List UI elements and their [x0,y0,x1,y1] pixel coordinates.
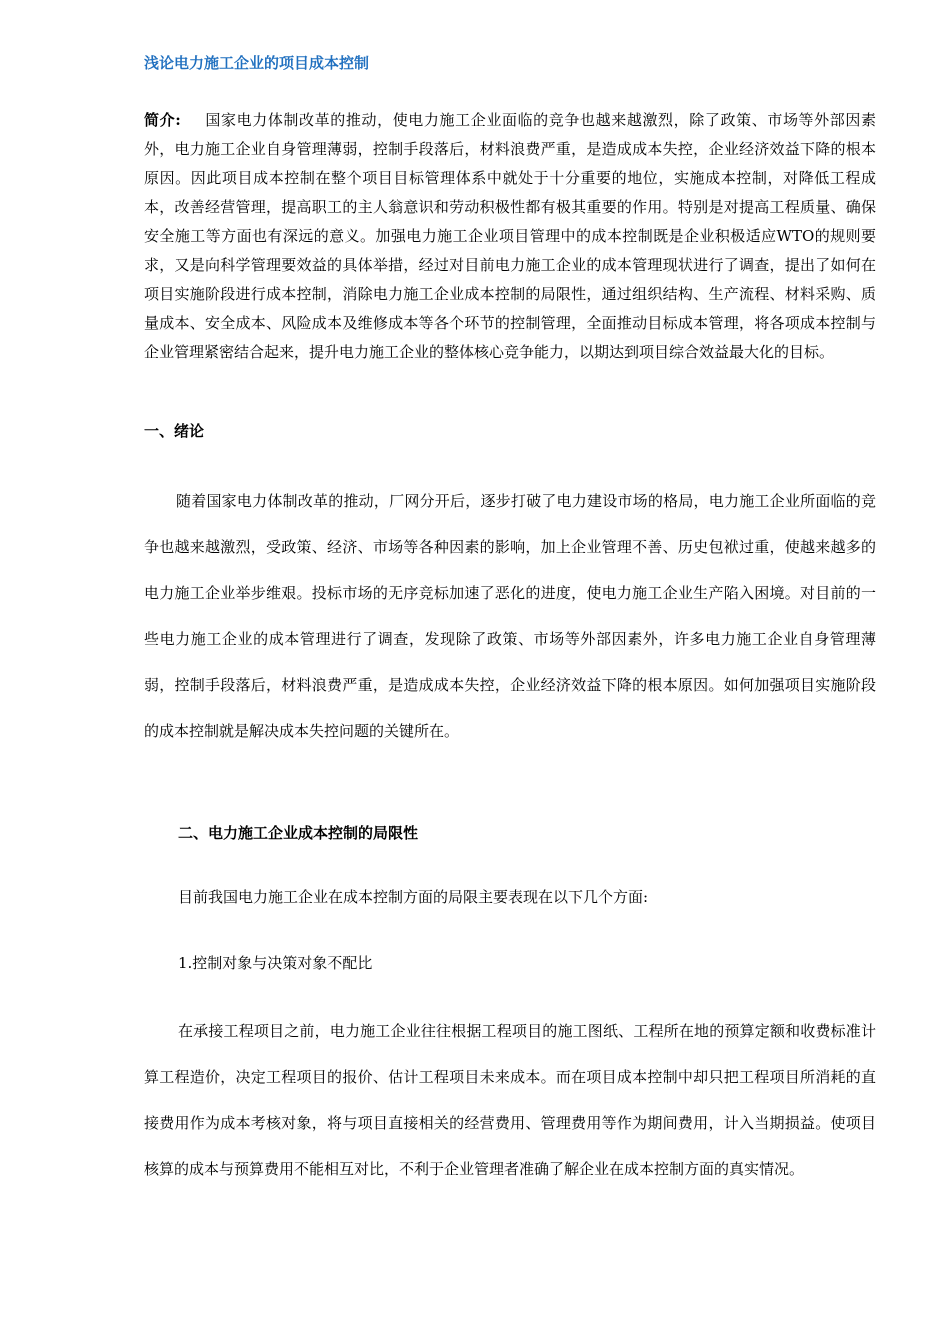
section-1-paragraph: 随着国家电力体制改革的推动，厂网分开后，逐步打破了电力建设市场的格局，电力施工企业所面临的竞争也越来越激烈，受政策、经济、市场等各种因素的影响，加上企业管理不善、历史包袱过重，使越来越多的电力施工企业举步维艰。投标市场的无序竞标加速了恶化的进度，使电力施工企业生产陷入困境。对目前的一些电力施工企业的成本管理进行了调查，发现除了政策、市场等外部因素外，许多电力施工企业自身管理薄弱，控制手段落后，材料浪费严重，是造成成本失控，企业经济效益下降的根本原因。如何加强项目实施阶段的成本控制就是解决成本失控问题的关键所在。 [144,492,876,740]
section-2-heading: 二、电力施工企业成本控制的局限性 [178,824,419,842]
abstract-paragraph [144,106,876,367]
section-2-subheading: 1.控制对象与决策对象不配比 [178,954,373,972]
abstract-label: 简介: [144,111,181,129]
document-title: 浅论电力施工企业的项目成本控制 [144,54,370,72]
section-1-heading: 一、绪论 [144,422,205,440]
abstract-text: 国家电力体制改革的推动，使电力施工企业面临的竞争也越来越激烈，除了政策、市场等外部因素外，电力施工企业自身管理薄弱，控制手段落后，材料浪费严重，是造成成本失控，企业经济效益下降的根本原因。因此项目成本控制在整个项目目标管理体系中就处于十分重要的地位，实施成本控制，对降低工程成本，改善经营管理，提高职工的主人翁意识和劳动积极性都有极其重要的作用。特别是对提高工程质量、确保安全施工等方面也有深远的意义。加强电力施工企业项目管理中的成本控制既是企业积极适应WTO的规则要求，又是向科学管理要效益的具体举措，经过对目前电力施工企业的成本管理现状进行了调查，提出了如何在项目实施阶段进行成本控制，消除电力施工企业成本控制的局限性，通过组织结构、生产流程、材料采购、质量成本、安全成本、风险成本及维修成本等各个环节的控制管理，全面推动目标成本管理，将各项成本控制与企业管理紧密结合起来，提升电力施工企业的整体核心竞争能力，以期达到项目综合效益最大化的目标。 [144,111,876,361]
section-2-paragraph: 在承接工程项目之前，电力施工企业往往根据工程项目的施工图纸、工程所在地的预算定额和收费标准计算工程造价，决定工程项目的报价、估计工程项目未来成本。而在项目成本控制中却只把工程项目所消耗的直接费用作为成本考核对象，将与项目直接相关的经营费用、管理费用等作为期间费用，计入当期损益。使项目核算的成本与预算费用不能相互对比，不利于企业管理者准确了解企业在成本控制方面的真实情况。 [144,1022,876,1178]
section-2-lead: 目前我国电力施工企业在成本控制方面的局限主要表现在以下几个方面: [178,888,649,906]
